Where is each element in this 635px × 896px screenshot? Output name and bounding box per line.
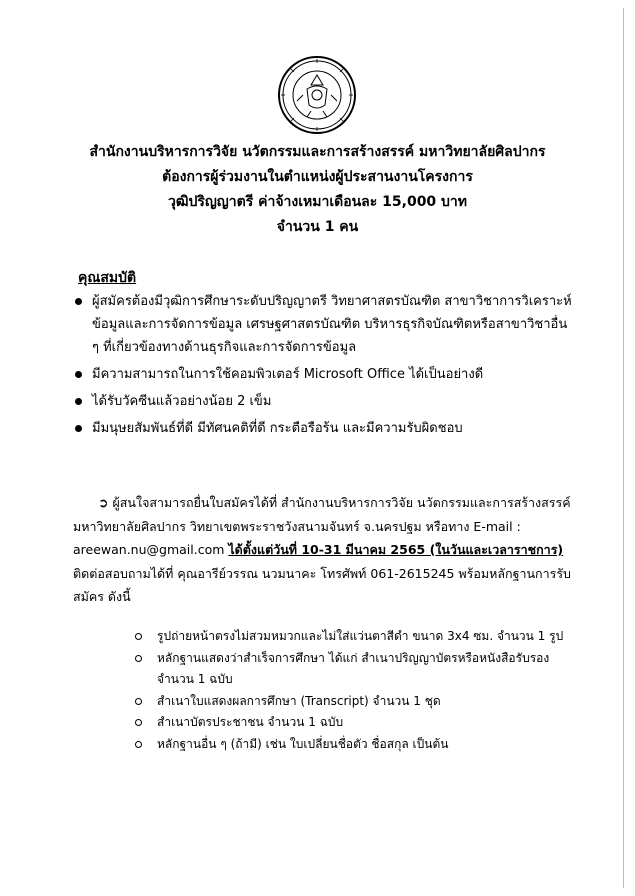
office-name: สำนักงานบริหารการวิจัย นวัตกรรมและการสร้างสรรค์ มหาวิทยาลัยศิลปากร (89, 144, 546, 160)
headcount-line: จำนวน 1 คน (276, 219, 359, 235)
list-item: มีความสามารถในการใช้คอมพิวเตอร์ Microsoft Office ได้เป็นอย่างดี (72, 363, 572, 386)
application-dates: ได้ตั้งแต่วันที่ 10-31 มีนาคม 2565 (ในวันและเวลาราชการ) (228, 542, 564, 557)
circle-bullet-icon (135, 655, 142, 662)
list-item: รูปถ่ายหน้าตรงไม่สวมหมวกและไม่ใส่แว่นตาสีดำ ขนาด 3x4 ซม. จำนวน 1 รูป (135, 626, 575, 648)
circle-bullet-icon (135, 741, 142, 748)
list-item: สำเนาใบแสดงผลการศึกษา (Transcript) จำนวน 1 ชุด (135, 691, 575, 713)
arrow-icon: ➲ (98, 495, 109, 510)
announcement-header (0, 140, 635, 240)
bullet-icon (75, 298, 82, 305)
list-item: หลักฐานแสดงว่าสำเร็จการศึกษา ได้แก่ สำเนาปริญญาบัตรหรือหนังสือรับรอง จำนวน 1 ฉบับ (135, 648, 575, 691)
list-item: มีมนุษยสัมพันธ์ที่ดี มีทัศนคติที่ดี กระตือรือร้น และมีความรับผิดชอบ (72, 417, 572, 440)
list-item: ผู้สมัครต้องมีวุฒิการศึกษาระดับปริญญาตรี วิทยาศาสตรบัณฑิต สาขาวิชาการวิเคราะห์ข้อมูลและการจัดการข้อมูล เศรษฐศาสตรบัณฑิต บริหารธุรกิจบัณฑิตหรือสาขาวิชาอื่น ๆ ที่เกี่ยวข้องทางด้านธุรกิจและการจัดการข้อมูล (72, 290, 572, 359)
salary-line: วุฒิปริญญาตรี ค่าจ้างเหมาเดือนละ 15,000 บาท (167, 194, 468, 210)
required-documents-list (135, 626, 575, 755)
bullet-icon (75, 425, 82, 432)
list-item: สำเนาบัตรประชาชน จำนวน 1 ฉบับ (135, 712, 575, 734)
qualifications-title: คุณสมบัติ (78, 270, 137, 286)
bullet-icon (75, 398, 82, 405)
contact-text: ติดต่อสอบถามได้ที่ คุณอารีย์วรรณ นวมนาคะ โทรศัพท์ 061-2615245 พร้อมหลักฐานการรับสมัคร ดังนี้ (73, 565, 571, 604)
position-title: ต้องการผู้ร่วมงานในตำแหน่งผู้ประสานงานโครงการ (162, 169, 473, 185)
circle-bullet-icon (135, 633, 142, 640)
list-item: ได้รับวัคซีนแล้วอย่างน้อย 2 เข็ม (72, 390, 572, 413)
circle-bullet-icon (135, 719, 142, 726)
list-item: หลักฐานอื่น ๆ (ถ้ามี) เช่น ใบเปลี่ยนชื่อตัว ชื่อสกุล เป็นต้น (135, 734, 575, 756)
application-text: ผู้สนใจสามารถยื่นใบสมัครได้ที่ สำนักงานบริหารการวิจัย นวัตกรรมและการสร้างสรรค์ มหาวิทยาลัยศิลปากร วิทยาเขตพระราชวังสนามจันทร์ จ.นครปฐม หรือทาง E-mail : areewan.nu@gmail.com (73, 495, 571, 557)
circle-bullet-icon (135, 698, 142, 705)
university-seal-logo (277, 55, 357, 135)
qualifications-list (72, 290, 572, 444)
bullet-icon (75, 371, 82, 378)
application-paragraph (73, 491, 571, 609)
